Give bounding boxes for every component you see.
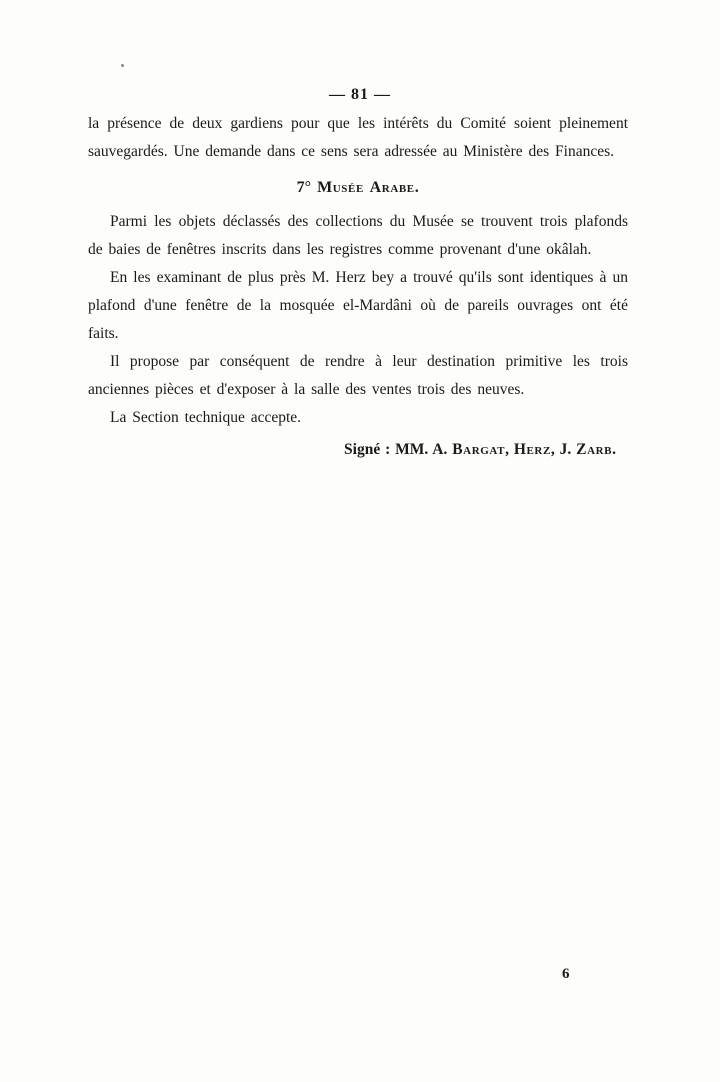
paragraph: Il propose par conséquent de rendre à leur destination primitive les trois anciennes pièces et d'exposer à la salle des ventes trois des neuves. [88,353,628,398]
signature-separator: , [505,441,514,458]
signature-period: . [612,441,616,458]
page-number-header: — 81 — [329,86,391,103]
section-heading [88,174,628,202]
paragraph: Parmi les objets déclassés des collections du Musée se trouvent trois plafonds de baies de fenêtres inscrits dans les registres comme provenant d'une okâlah. [88,213,628,258]
paragraph: La Section technique accepte. [110,409,302,426]
signature-prefix: Signé : MM. A. [344,441,453,458]
signature-name: Bargat [452,441,506,458]
document-body [88,110,628,464]
signature-name: Zarb [576,441,613,458]
section-heading-title: Musée Arabe. [317,179,420,196]
signature-name: Herz [513,441,551,458]
page-number-footer: 6 [562,966,570,982]
section-heading-number: 7° [296,179,312,196]
signature-separator: , J. [550,441,577,458]
scan-speck [121,64,124,67]
paragraph-continuation: la présence de deux gardiens pour que les intérêts du Comité soient pleinement sauvegardés. Une demande dans ce sens sera adressée au Ministère des Finances. [88,115,628,160]
signature-line [88,436,628,464]
paragraph: En les examinant de plus près M. Herz bey a trouvé qu'ils sont identiques à un plafond d'une fenêtre de la mosquée el-Mardâni où de pareils ouvrages ont été faits. [88,269,628,342]
